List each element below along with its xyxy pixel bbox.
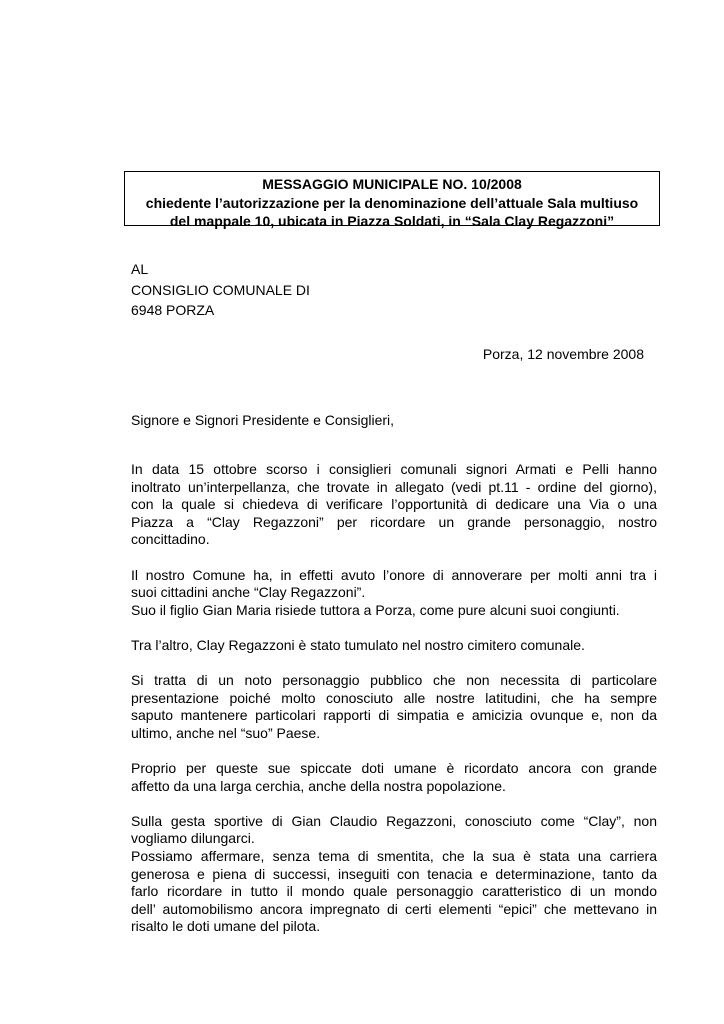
recipient-address [131,259,310,321]
paragraph-line: ultimo, anche nel “suo” Paese. [131,724,321,741]
paragraph-line: Suo il figlio Gian Maria risiede tuttora a Porza, come pure alcuni suoi congiunti. [131,601,620,618]
paragraph-line: Si tratta di un noto personaggio pubblico che non necessita di particolare [131,672,657,689]
paragraph-line: concittadino. [131,531,210,548]
paragraph [131,760,657,795]
paragraph [131,567,657,620]
letter-body [131,461,657,954]
paragraph [131,813,657,936]
recipient-line-3: 6948 PORZA [131,302,215,318]
recipient-line-1: AL [131,261,149,277]
salutation: Signore e Signori Presidente e Consiglieri, [131,412,395,428]
paragraph [131,461,657,549]
paragraph-line: Tra l’altro, Clay Regazzoni è stato tumulato nel nostro cimitero comunale. [131,636,585,653]
paragraph-line: affetto da una larga cerchia, anche della nostra popolazione. [131,777,506,794]
letter-date: Porza, 12 novembre 2008 [482,346,644,362]
title-line-1: MESSAGGIO MUNICIPALE NO. 10/2008 [262,176,522,192]
paragraph-line: Proprio per queste sue spiccate doti umane è ricordato ancora con grande [131,760,657,777]
paragraph-line: Piazza a “Clay Regazzoni” per ricordare un grande personaggio, nostro [131,513,657,530]
title-line-2: chiedente l’autorizzazione per la denominazione dell’attuale Sala multiuso [145,194,639,211]
paragraph-line: In data 15 ottobre scorso i consiglieri comunali signori Armati e Pelli hanno [131,461,657,477]
paragraph-line: con la quale si chiedeva di verificare l’opportunità di dedicare una Via o una [131,496,657,513]
paragraph-line: Sulla gesta sportive di Gian Claudio Regazzoni, conosciuto come “Clay”, non [131,812,657,829]
paragraph-line: presentazione poiché molto conosciuto alle nostre latitudini, che ha sempre [131,689,657,706]
title-line-3: del mappale 10, ubicata in Piazza Soldati, in “Sala Clay Regazzoni” [169,213,615,229]
recipient-line-2: CONSIGLIO COMUNALE DI [131,281,310,298]
paragraph-line: risalto le doti umane del pilota. [131,918,321,935]
paragraph-line: Il nostro Comune ha, in effetti avuto l’onore di annoverare per molti anni tra i [131,566,657,583]
paragraph-line: suoi cittadini anche “Clay Regazzoni”. [131,584,366,601]
paragraph-line: generosa e piena di successi, inseguiti con tenacia e determinazione, tanto da [131,865,657,882]
paragraph-line: Possiamo affermare, senza tema di smentita, che la sua è stata una carriera [131,848,657,865]
title-box [124,171,660,229]
paragraph-line: inoltrato un’interpellanza, che trovate in allegato (vedi pt.11 - ordine del giorno), [131,478,657,495]
paragraph-line: vogliamo dilungarci. [131,830,255,847]
paragraph-line: dell’ automobilismo ancora impregnato di certi elementi “epici” che mettevano in [131,900,657,917]
paragraph-line: saputo mantenere particolari rapporti di simpatia e amicizia ovunque e, non da [131,707,657,724]
paragraph-line: farlo ricordare in tutto il mondo quale personaggio caratteristico di un mondo [131,883,657,900]
paragraph [131,672,657,742]
paragraph [131,637,657,655]
